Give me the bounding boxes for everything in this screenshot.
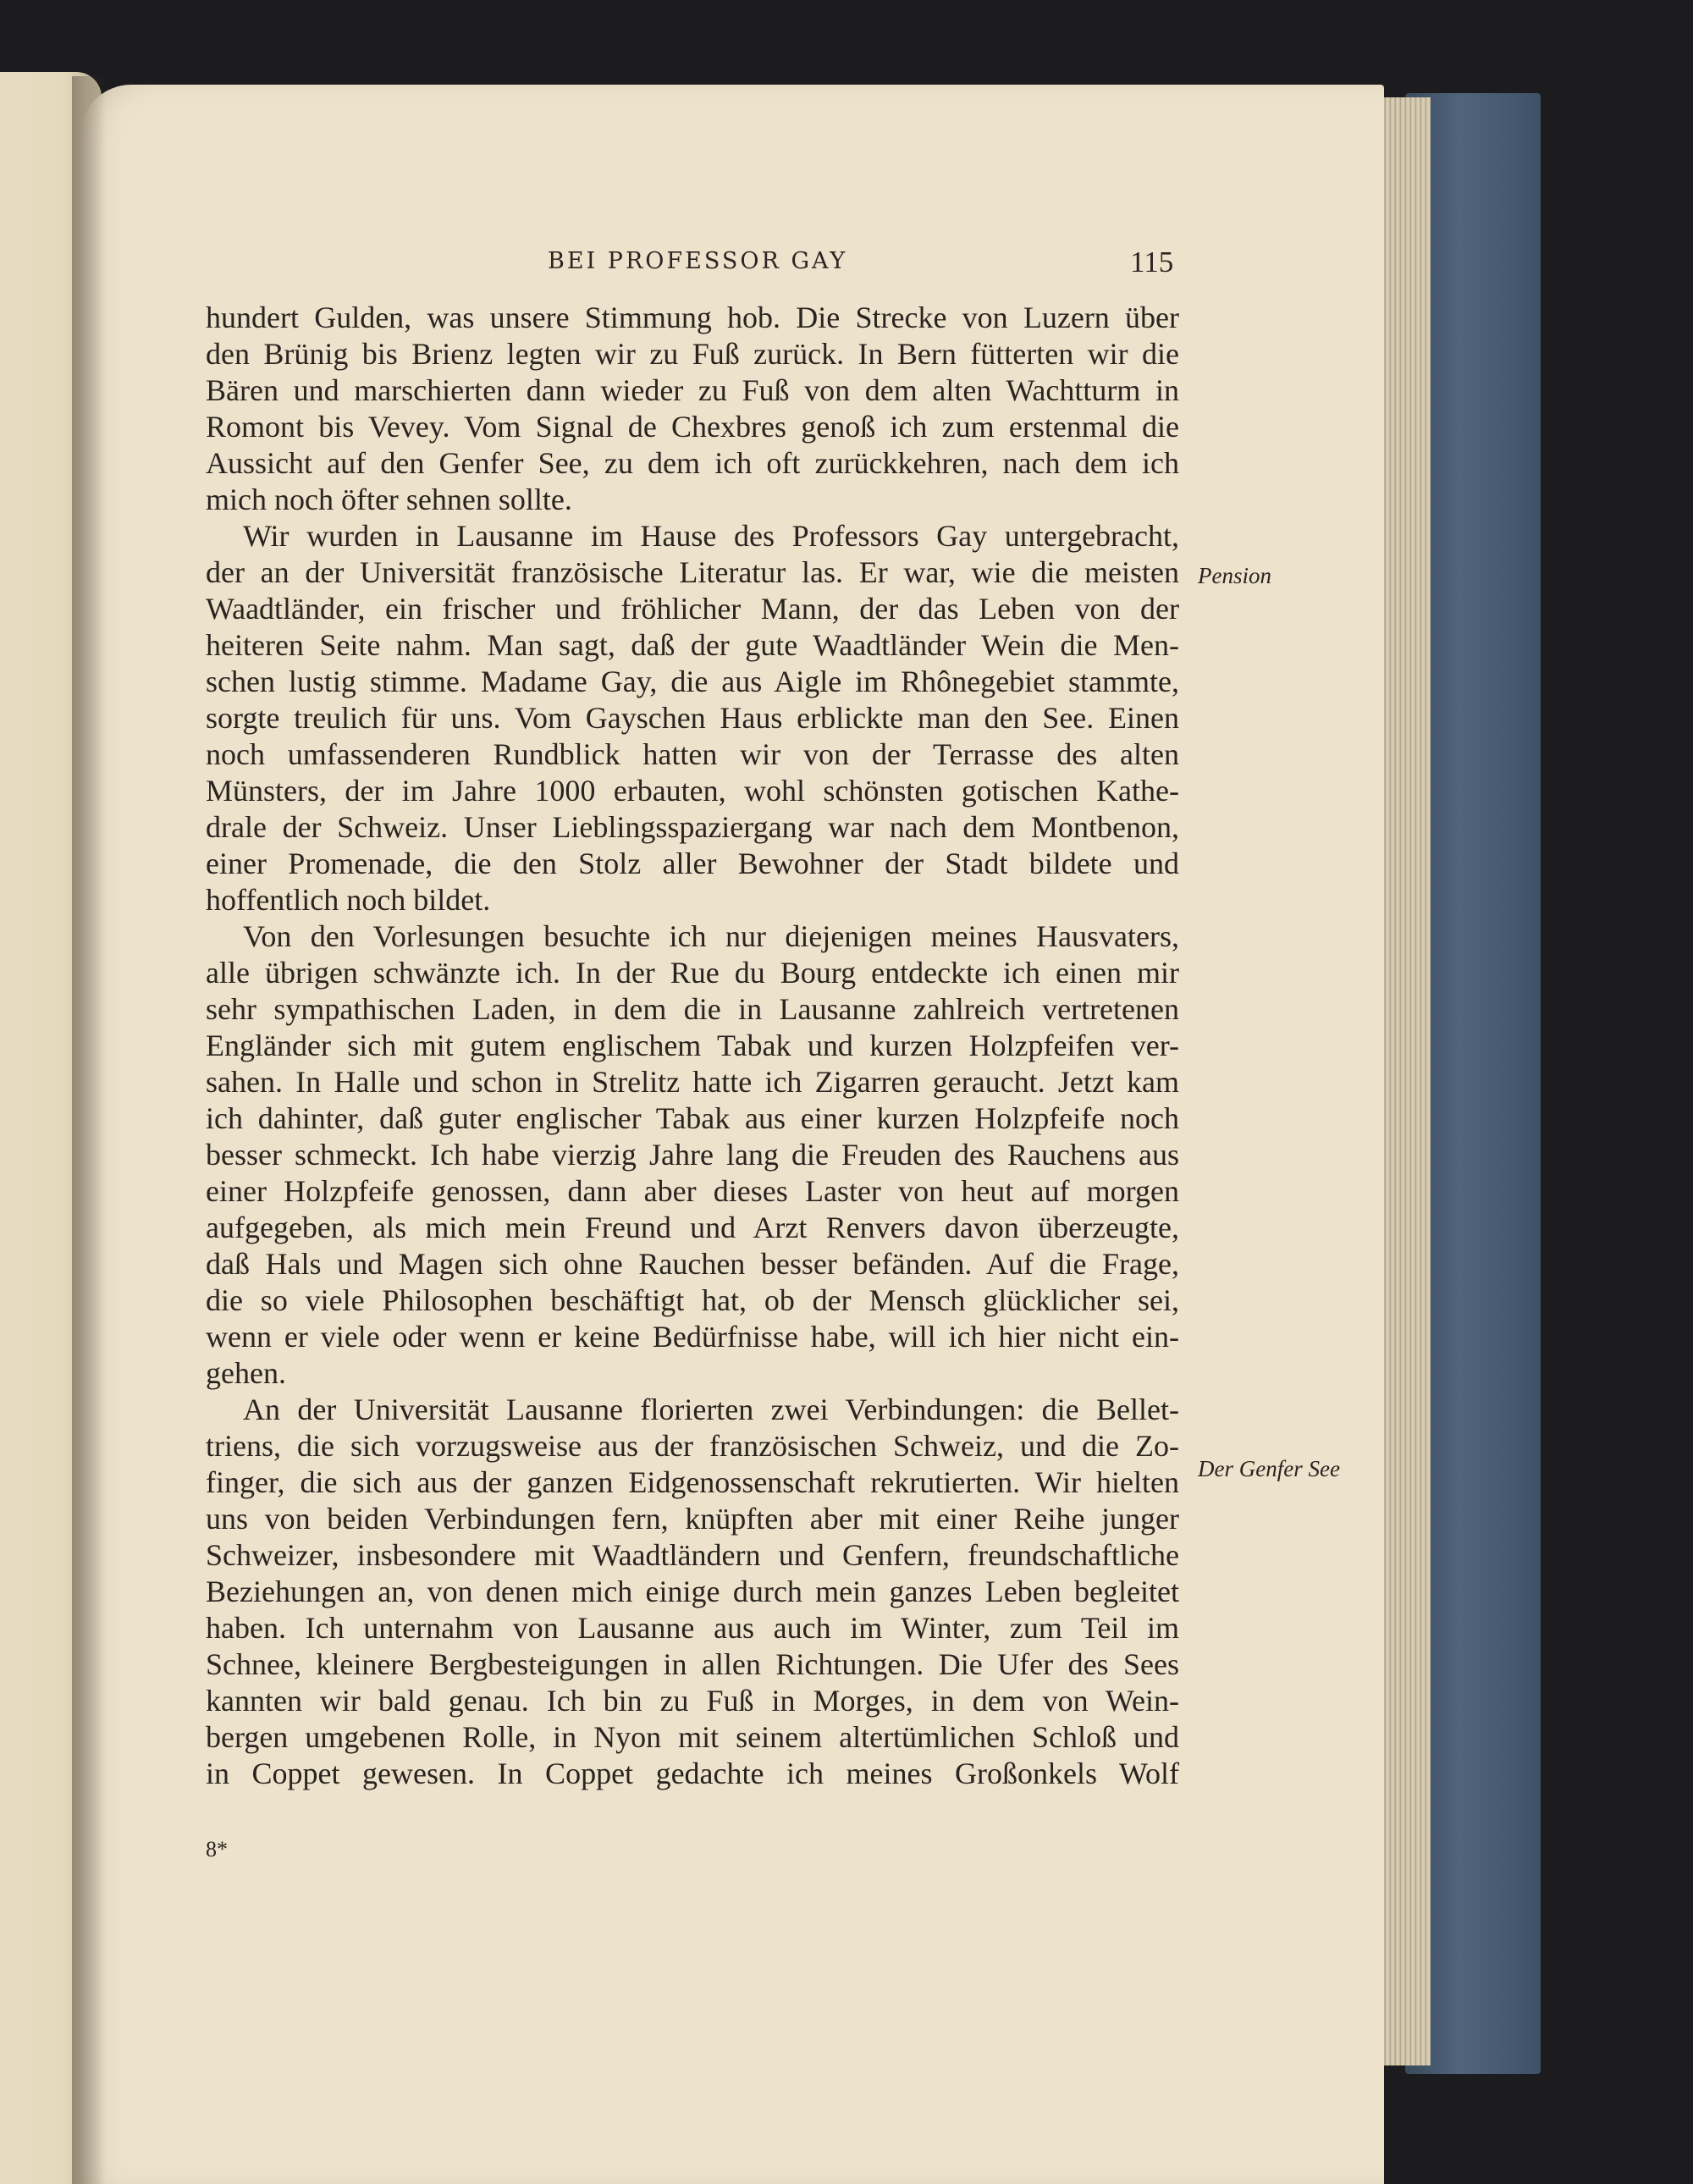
text-line: hundert Gulden, was unsere Stimmung hob. Die Strecke von Luzern über	[206, 301, 1179, 334]
text-line: hoffentlich noch bildet.	[206, 883, 491, 917]
text-line: triens, die sich vorzugsweise aus der französischen Schweiz, und die Zo-	[206, 1429, 1179, 1463]
text-line: einer Promenade, die den Stolz aller Bewohner der Stadt bildete und	[206, 847, 1179, 880]
text-line: Aussicht auf den Genfer See, zu dem ich oft zurückkehren, nach dem ich	[206, 446, 1179, 480]
text-line: den Brünig bis Brienz legten wir zu Fuß zurück. In Bern fütterten wir die	[206, 337, 1179, 371]
text-line: Schweizer, insbesondere mit Waadtländern und Genfern, freundschaftliche	[206, 1538, 1179, 1572]
page-number: 115	[1130, 245, 1174, 279]
text-line: wenn er viele oder wenn er keine Bedürfnisse habe, will ich hier nicht ein-	[206, 1320, 1179, 1354]
text-line: mich noch öfter sehnen sollte.	[206, 483, 572, 516]
text-line: ich dahinter, daß guter englischer Tabak aus einer kurzen Holzpfeife noch	[206, 1101, 1179, 1135]
text-line: einer Holzpfeife genossen, dann aber dieses Laster von heut auf morgen	[206, 1174, 1179, 1208]
text-line: heiteren Seite nahm. Man sagt, daß der gute Waadtländer Wein die Men-	[206, 628, 1179, 662]
margin-note-genfer-see: Der Genfer See	[1198, 1456, 1340, 1481]
text-line: aufgegeben, als mich mein Freund und Arzt Renvers davon überzeugte,	[206, 1211, 1179, 1244]
text-line: Beziehungen an, von denen mich einige durch mein ganzes Leben begleitet	[206, 1575, 1179, 1608]
running-title: BEI PROFESSOR GAY	[548, 248, 848, 274]
text-line: der an der Universität französische Literatur las. Er war, wie die meisten	[206, 555, 1179, 589]
text-line: besser schmeckt. Ich habe vierzig Jahre lang die Freuden des Rauchens aus	[206, 1138, 1179, 1172]
text-line: finger, die sich aus der ganzen Eidgenossenschaft rekrutierten. Wir hielten	[206, 1465, 1179, 1499]
text-line: bergen umgebenen Rolle, in Nyon mit seinem altertümlichen Schloß und	[206, 1720, 1179, 1754]
text-line: die so viele Philosophen beschäftigt hat, ob der Mensch glücklicher sei,	[206, 1283, 1179, 1317]
text-line: Waadtländer, ein frischer und fröhlicher Mann, der das Leben von der	[206, 592, 1179, 626]
margin-note-pension: Pension	[1198, 563, 1271, 588]
text-line: An der Universität Lausanne florierten zwei Verbindungen: die Bellet-	[243, 1393, 1179, 1426]
text-line: Schnee, kleinere Bergbesteigungen in allen Richtungen. Die Ufer des Sees	[206, 1647, 1179, 1681]
text-line: sorgte treulich für uns. Vom Gayschen Haus erblickte man den See. Einen	[206, 701, 1179, 735]
text-line: daß Hals und Magen sich ohne Rauchen besser befänden. Auf die Frage,	[206, 1247, 1179, 1281]
text-line: Wir wurden in Lausanne im Hause des Professors Gay untergebracht,	[243, 519, 1179, 553]
text-line: Bären und marschierten dann wieder zu Fuß von dem alten Wachtturm in	[206, 373, 1179, 407]
text-line: Romont bis Vevey. Vom Signal de Chexbres genoß ich zum erstenmal die	[206, 410, 1179, 444]
text-line: schen lustig stimme. Madame Gay, die aus Aigle im Rhônegebiet stammte,	[206, 665, 1179, 698]
text-line: Engländer sich mit gutem englischem Tabak und kurzen Holzpfeifen ver-	[206, 1029, 1179, 1062]
text-line: in Coppet gewesen. In Coppet gedachte ich meines Großonkels Wolf	[206, 1757, 1179, 1790]
text-line: Münsters, der im Jahre 1000 erbauten, wohl schönsten gotischen Kathe-	[206, 774, 1179, 808]
text-line: sehr sympathischen Laden, in dem die in Lausanne zahlreich vertretenen	[206, 992, 1179, 1026]
text-line: Von den Vorlesungen besuchte ich nur diejenigen meines Hausvaters,	[243, 919, 1179, 953]
text-line: drale der Schweiz. Unser Lieblingsspaziergang war nach dem Montbenon,	[206, 810, 1179, 844]
text-line: kannten wir bald genau. Ich bin zu Fuß in Morges, in dem von Wein-	[206, 1684, 1179, 1718]
text-line: uns von beiden Verbindungen fern, knüpften aber mit einer Reihe junger	[206, 1502, 1179, 1536]
gutter-shadow	[72, 76, 106, 2184]
text-line: noch umfassenderen Rundblick hatten wir von der Terrasse des alten	[206, 737, 1179, 771]
text-line: gehen.	[206, 1356, 286, 1390]
signature-mark: 8*	[206, 1837, 228, 1861]
text-line: haben. Ich unternahm von Lausanne aus auch im Winter, zum Teil im	[206, 1611, 1179, 1645]
text-line: sahen. In Halle und schon in Strelitz hatte ich Zigarren geraucht. Jetzt kam	[206, 1065, 1179, 1099]
text-line: alle übrigen schwänzte ich. In der Rue du Bourg entdeckte ich einen mir	[206, 956, 1179, 990]
